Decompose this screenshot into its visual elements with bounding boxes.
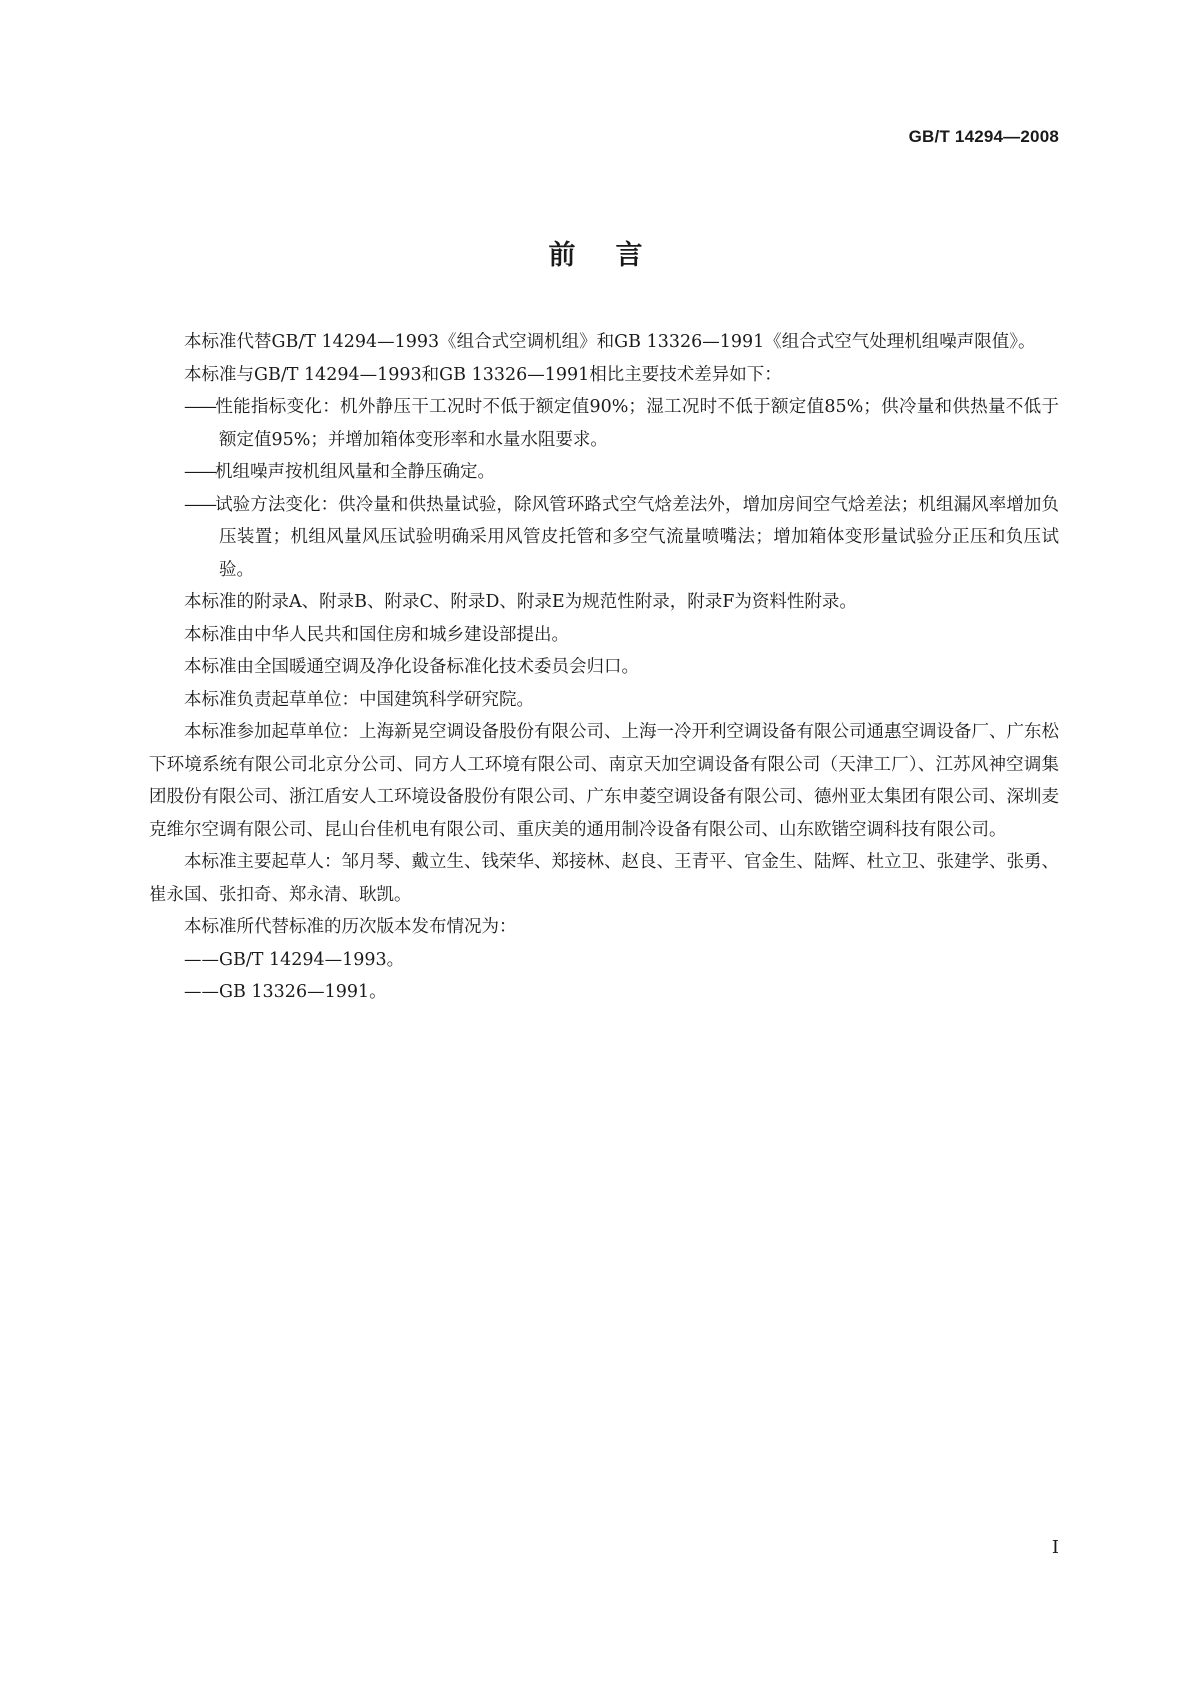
dash-symbol: ——	[184, 949, 219, 970]
dash-item-text: GB/T 14294—1993。	[219, 949, 405, 970]
paragraph-replacement: 本标准代替GB/T 14294—1993《组合式空调机组》和GB 13326—1991《组合式空气处理机组噪声限值》。	[184, 332, 1036, 352]
paragraph-proposer: 本标准由中华人民共和国住房和城乡建设部提出。	[184, 624, 569, 645]
dash-item-text: 机组噪声按机组风量和全静压确定。	[215, 462, 495, 482]
dash-item-text: 性能指标变化：机外静压干工况时不低于额定值90%；湿工况时不低于额定值85%；供冷量和供热量不低于额定值95%；并增加箱体变形率和水量水阻要求。	[215, 397, 1059, 450]
dash-item-text: 试验方法变化：供冷量和供热量试验，除风管环路式空气焓差法外，增加房间空气焓差法；机组漏风率增加负压装置；机组风量风压试验明确采用风管皮托管和多空气流量喷嘴法；增加箱体变形量试验分正压和负压试验。	[215, 494, 1059, 580]
dash-item-performance	[149, 391, 1059, 456]
page-number: I	[1051, 1537, 1059, 1558]
paragraph-committee: 本标准由全国暖通空调及净化设备标准化技术委员会归口。	[184, 657, 639, 677]
dash-symbol: ——	[184, 494, 215, 515]
paragraph-appendices: 本标准的附录A、附录B、附录C、附录D、附录E为规范性附录，附录F为资料性附录。	[184, 592, 857, 612]
document-body	[149, 326, 1059, 1009]
dash-item-noise	[149, 456, 1059, 489]
paragraph-differences-intro: 本标准与GB/T 14294—1993和GB 13326—1991相比主要技术差异如下：	[184, 364, 782, 385]
dash-symbol: ——	[184, 462, 215, 482]
dash-symbol: ——	[184, 982, 219, 1002]
paragraph-history-intro: 本标准所代替标准的历次版本发布情况为：	[184, 917, 517, 937]
dash-item-history-1991	[149, 976, 1059, 1009]
dash-item-text: GB 13326—1991。	[219, 982, 387, 1002]
dash-item-history-1993	[149, 944, 1059, 977]
paragraph-main-drafters: 本标准主要起草人：邹月琴、戴立生、钱荣华、郑接林、赵良、王青平、官金生、陆辉、杜立卫、张建学、张勇、崔永国、张扣奇、郑永清、耿凯。	[149, 852, 1059, 905]
dash-symbol: ——	[184, 397, 215, 417]
dash-item-test-method	[149, 489, 1059, 587]
paragraph-participating-drafters: 本标准参加起草单位：上海新晃空调设备股份有限公司、上海一冷开利空调设备有限公司通惠空调设备厂、广东松下环境系统有限公司北京分公司、同方人工环境有限公司、南京天加空调设备有限公司（天津工厂）、江苏风神空调集团股份有限公司、浙江盾安人工环境设备股份有限公司、广东申菱空调设备有限公司、德州亚太集团有限公司、深圳麦克维尔空调有限公司、昆山台佳机电有限公司、重庆美的通用制冷设备有限公司、山东欧锴空调科技有限公司。	[149, 722, 1059, 840]
page-title: 前言	[548, 240, 683, 271]
standard-code-header: GB/T 14294—2008	[908, 127, 1059, 146]
paragraph-lead-drafter: 本标准负责起草单位：中国建筑科学研究院。	[184, 689, 534, 710]
